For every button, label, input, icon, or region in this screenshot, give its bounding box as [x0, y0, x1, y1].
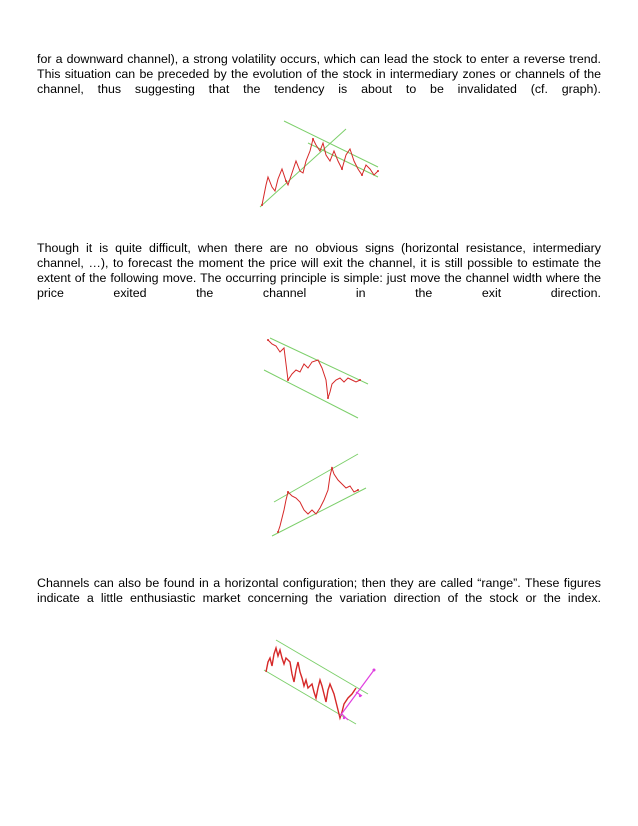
- channel-lines: [260, 121, 378, 207]
- channel-lines: [272, 454, 366, 536]
- paragraph-channel-exit: Though it is quite difficult, when there are no obvious signs (horizontal resistance, intermediary channel, …), to forecast the moment the price will exit the channel, it is still possible to estimate the extent of the following move. The occurring principle is simple: just move the channel width where the price exited the channel in the exit direction.: [37, 241, 601, 300]
- projection: [340, 670, 374, 720]
- figure-down-channel-exit: [258, 334, 370, 424]
- figure-up-channel-exit: [262, 452, 374, 542]
- price-line: [266, 648, 356, 718]
- paragraph-range-channels: Channels can also be found in a horizontal configuration; then they are called “range”. These figures indicate a little enthusiastic market concerning the variation direction of the stock or the index.: [37, 576, 601, 605]
- price-points: [267, 339, 361, 399]
- price-points: [261, 138, 379, 206]
- price-line: [278, 468, 358, 532]
- channel-lines: [264, 338, 368, 418]
- figure-channel-projection: [256, 636, 388, 728]
- price-line: [268, 340, 360, 398]
- figure-reversal-channel: [250, 115, 390, 215]
- paragraph-channel-volatility: for a downward channel), a strong volatility occurs, which can lead the stock to enter a reverse trend. This situation can be preceded by the evolution of the stock in intermediary zones or channels of the channel, thus suggesting that the tendency is about to be invalidated (cf. graph).: [37, 52, 601, 96]
